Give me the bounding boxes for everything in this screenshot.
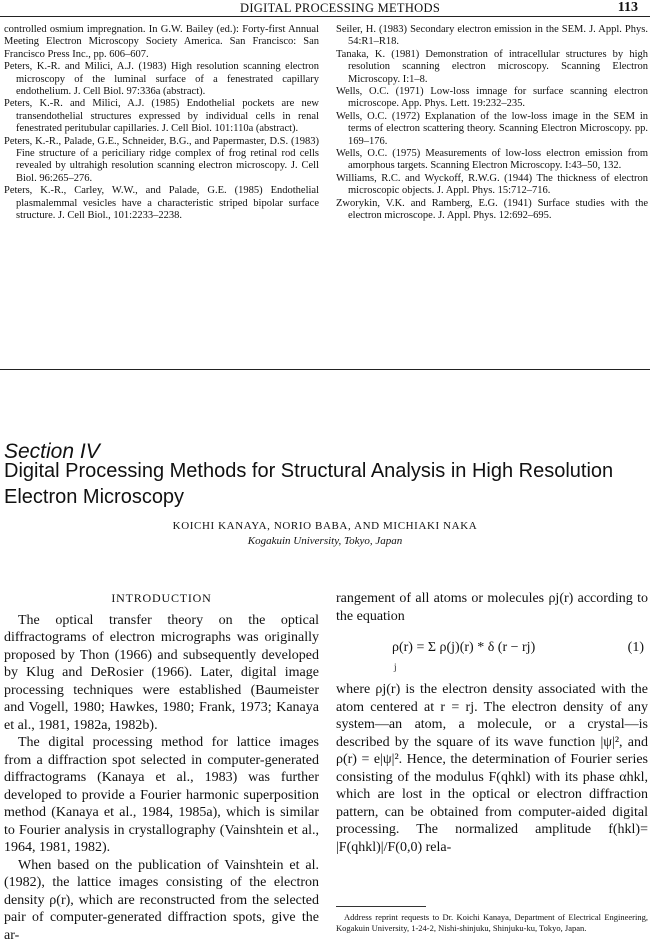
references-right-column (336, 24, 648, 223)
running-header (0, 0, 650, 16)
body-paragraph: The optical transfer theory on the optical diffractograms of electron micrographs was originally proposed by Thon (1966) and subsequently developed by Klug and DeRosier (1966). Later, digital image processing techniques were established (Baumeister and Vogell, 1980; Hawkes, 1980; Frank, 1973; Kanaya et al., 1981, 1982a, 1982b). (4, 612, 319, 733)
equation-number: (1) (627, 640, 644, 655)
section-divider (0, 369, 650, 370)
author-names: KOICHI KANAYA, NORIO BABA, AND MICHIAKI NAKA (172, 520, 478, 532)
reference-entry: Peters, K.-R. and Milici, A.J. (1985) Endothelial pockets are new transendothelial structures expressed by individual cells in renal fenestrated peritubular capillaries. J. Cell Biol. 101:110a (abstract). (4, 98, 319, 135)
reference-entry: Peters, K.-R. and Milici, A.J. (1983) High resolution scanning electron microscopy of the luminal surface of a fenestrated capillary endothelium. J. Cell Biol. 97:336a (abstract). (4, 61, 319, 98)
body-right-column (336, 590, 648, 856)
equation-1 (336, 631, 648, 673)
reference-entry: controlled osmium impregnation. In G.W. Bailey (ed.): Forty-first Annual Meeting Electron Microscopy Society America. San Francisco: San Francisco Press Inc., pp. 606–607. (4, 24, 319, 60)
reference-entry: Peters, K.-R., Palade, G.E., Schneider, B.G., and Papermaster, D.S. (1983) Fine structure of a periciliary ridge complex of frog retinal rod cells revealed by ultrahigh resolution scanning electron microscopy. J. Cell Biol. 96:265–276. (4, 135, 319, 184)
reference-entry: Wells, O.C. (1975) Measurements of low-loss electron emission from amorphous targets. Scanning Electron Microscopy. I:43–50, 132. (336, 148, 648, 172)
introduction-heading: INTRODUCTION (111, 591, 212, 605)
reference-entry: Peters, K.-R., Carley, W.W., and Palade, G.E. (1985) Endothelial plasmalemmal vesicles have a characteristic striped bipolar surface structure. J. Cell Biol., 101:2233–2238. (4, 185, 319, 222)
footnote: Address reprint requests to Dr. Koichi Kanaya, Department of Electrical Engineering, Kogakuin University, 1-24-2, Nishi-shinjuku, Shinjuku-ku, Tokyo, Japan. (336, 912, 648, 933)
equation-body: ρ(r) = Σ ρ(j)(r) * δ (r − rj) (392, 640, 536, 655)
reference-entry: Williams, R.C. and Wyckoff, R.W.G. (1944) The thickness of electron microscopic objects. J. Appl. Phys. 15:712–716. (336, 172, 648, 197)
body-paragraph: where ρj(r) is the electron density associated with the atom centered at r = rj. The electron density of any system—an atom, a molecule, or a crystal—is described by the square of its wave function |ψ|², and ρ(r) = e|ψ|². Hence, the determination of Fourier series consisting of the modulus F(qhkl) with its phase αhkl, which are lost in the optical or electron diffraction pattern, can be obtained from computer-aided digital processing. The normalized amplitude f(hkl)= |F(qhkl)|/F(0,0) rela- (336, 682, 648, 855)
reference-entry: Wells, O.C. (1971) Low-loss imnage for surface scanning electron microscope. App. Phys. Lett. 19:232–235. (336, 86, 648, 110)
references-left-column (4, 24, 319, 223)
body-paragraph: When based on the publication of Vainshtein et al. (1982), the lattice images consisting of the electron density ρ(r), which are reconstructed from the selected pair of computer-generated diffraction spots, give the ar- (4, 857, 319, 943)
author-affiliation: Kogakuin University, Tokyo, Japan (247, 535, 403, 547)
summation-index: j (394, 662, 397, 672)
body-left-column (4, 590, 319, 944)
reference-entry: Wells, O.C. (1972) Explanation of the low-loss image in the SEM in terms of electron scattering theory. Scanning Electron Microscopy. pp. 169–176. (336, 110, 648, 147)
reference-entry: Tanaka, K. (1981) Demonstration of intracellular structures by high resolution scanning electron microscopy. Scanning Electron Microscopy. I:1–8. (336, 48, 648, 85)
reference-entry: Zworykin, V.K. and Ramberg, E.G. (1941) Surface studies with the electron microscope. J. Appl. Phys. 12:692–695. (336, 197, 648, 222)
page-number: 113 (617, 0, 638, 15)
body-paragraph: The digital processing method for lattice images from a diffraction spot selected in computer-generated diffractograms (Kanaya et al., 1983) was further developed to provide a Fourier harmonic superposition method (Kanaya et al., 1984, 1985a), which is similar to Fourier analysis in crystallography (Vainshtein et al., 1964, 1981, 1982). (4, 735, 319, 855)
section-title: Digital Processing Methods for Structural Analysis in High Resolution Electron Microscopy (4, 460, 614, 508)
reference-entry: Seiler, H. (1983) Secondary electron emission in the SEM. J. Appl. Phys. 54:R1–R18. (336, 24, 648, 48)
running-header-title: DIGITAL PROCESSING METHODS (240, 1, 441, 15)
section-label: Section IV (4, 440, 100, 463)
header-rule (0, 16, 650, 17)
footnote-rule (336, 906, 426, 907)
body-paragraph: rangement of all atoms or molecules ρj(r) according to the equation (336, 591, 648, 624)
